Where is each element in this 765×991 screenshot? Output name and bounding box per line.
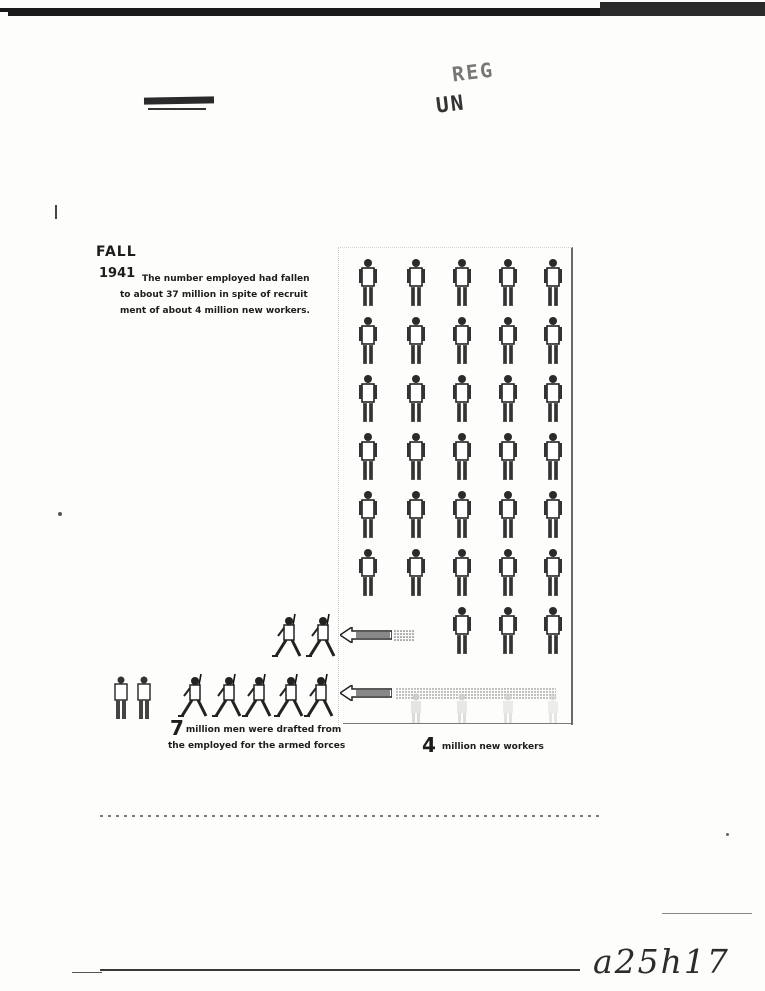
- worker-icon: [356, 374, 380, 424]
- worker-icon: [356, 432, 380, 482]
- classification-stamp: UN: [434, 90, 467, 118]
- scan-edge: [0, 0, 765, 16]
- scan-edge: [100, 969, 580, 971]
- worker-icon: [541, 606, 565, 656]
- civilian-icon: [110, 675, 132, 721]
- new-worker-icon: [450, 692, 474, 724]
- worker-icon: [404, 374, 428, 424]
- scan-mark: [55, 205, 57, 219]
- worker-icon: [496, 258, 520, 308]
- caption-text: [120, 271, 330, 319]
- scan-mark: [58, 512, 62, 516]
- drafted-label: [168, 716, 360, 754]
- caption-line: The number employed had fallen: [142, 274, 310, 284]
- worker-icon: [356, 258, 380, 308]
- new-workers-label: [422, 733, 544, 757]
- drafted-text: the employed for the armed forces: [168, 741, 346, 751]
- worker-icon: [541, 258, 565, 308]
- worker-icon: [496, 548, 520, 598]
- dotted-rule: [100, 815, 600, 817]
- caption-line: ment of about 4 million new workers.: [120, 306, 310, 316]
- left-arrow-icon: [340, 627, 392, 643]
- new-workers-number: 4: [422, 733, 436, 757]
- scan-mark: [726, 833, 729, 836]
- new-worker-icon: [404, 692, 428, 724]
- soldier-icon: [240, 672, 276, 722]
- worker-icon: [404, 316, 428, 366]
- worker-icon: [450, 548, 474, 598]
- worker-icon: [450, 258, 474, 308]
- worker-icon: [450, 432, 474, 482]
- dot-trail: [394, 627, 414, 643]
- worker-icon: [404, 258, 428, 308]
- worker-icon: [496, 490, 520, 540]
- scan-edge: [72, 972, 102, 973]
- redaction-bar: [148, 108, 206, 110]
- caption-line: to about 37 million in spite of recruit: [120, 290, 308, 300]
- drafted-number: 7: [170, 716, 184, 740]
- left-arrow-icon: [340, 685, 392, 701]
- worker-icon: [356, 316, 380, 366]
- reference-code: a25h17: [593, 942, 730, 981]
- worker-icon: [450, 490, 474, 540]
- worker-icon: [450, 374, 474, 424]
- worker-icon: [541, 548, 565, 598]
- soldier-icon: [176, 672, 212, 722]
- new-workers-text: million new workers: [441, 742, 544, 752]
- new-worker-icon: [496, 692, 520, 724]
- worker-icon: [541, 316, 565, 366]
- soldier-icon: [302, 672, 338, 722]
- worker-icon: [404, 548, 428, 598]
- worker-icon: [404, 432, 428, 482]
- worker-icon: [450, 316, 474, 366]
- soldier-icon: [270, 612, 306, 662]
- caption-season: FALL: [96, 244, 137, 260]
- new-worker-icon: [541, 692, 565, 724]
- worker-icon: [356, 490, 380, 540]
- caption-year: 1941: [99, 266, 136, 281]
- worker-icon: [541, 374, 565, 424]
- scan-mark: [662, 913, 752, 914]
- worker-icon: [496, 374, 520, 424]
- classification-stamp: REG: [450, 57, 496, 87]
- worker-icon: [404, 490, 428, 540]
- worker-icon: [496, 606, 520, 656]
- drafted-text: million men were drafted from: [185, 725, 342, 735]
- worker-icon: [496, 432, 520, 482]
- worker-icon: [450, 606, 474, 656]
- worker-icon: [496, 316, 520, 366]
- worker-icon: [541, 432, 565, 482]
- soldier-icon: [304, 612, 340, 662]
- worker-icon: [541, 490, 565, 540]
- worker-icon: [356, 548, 380, 598]
- redaction-bar: [144, 96, 214, 104]
- civilian-icon: [133, 675, 155, 721]
